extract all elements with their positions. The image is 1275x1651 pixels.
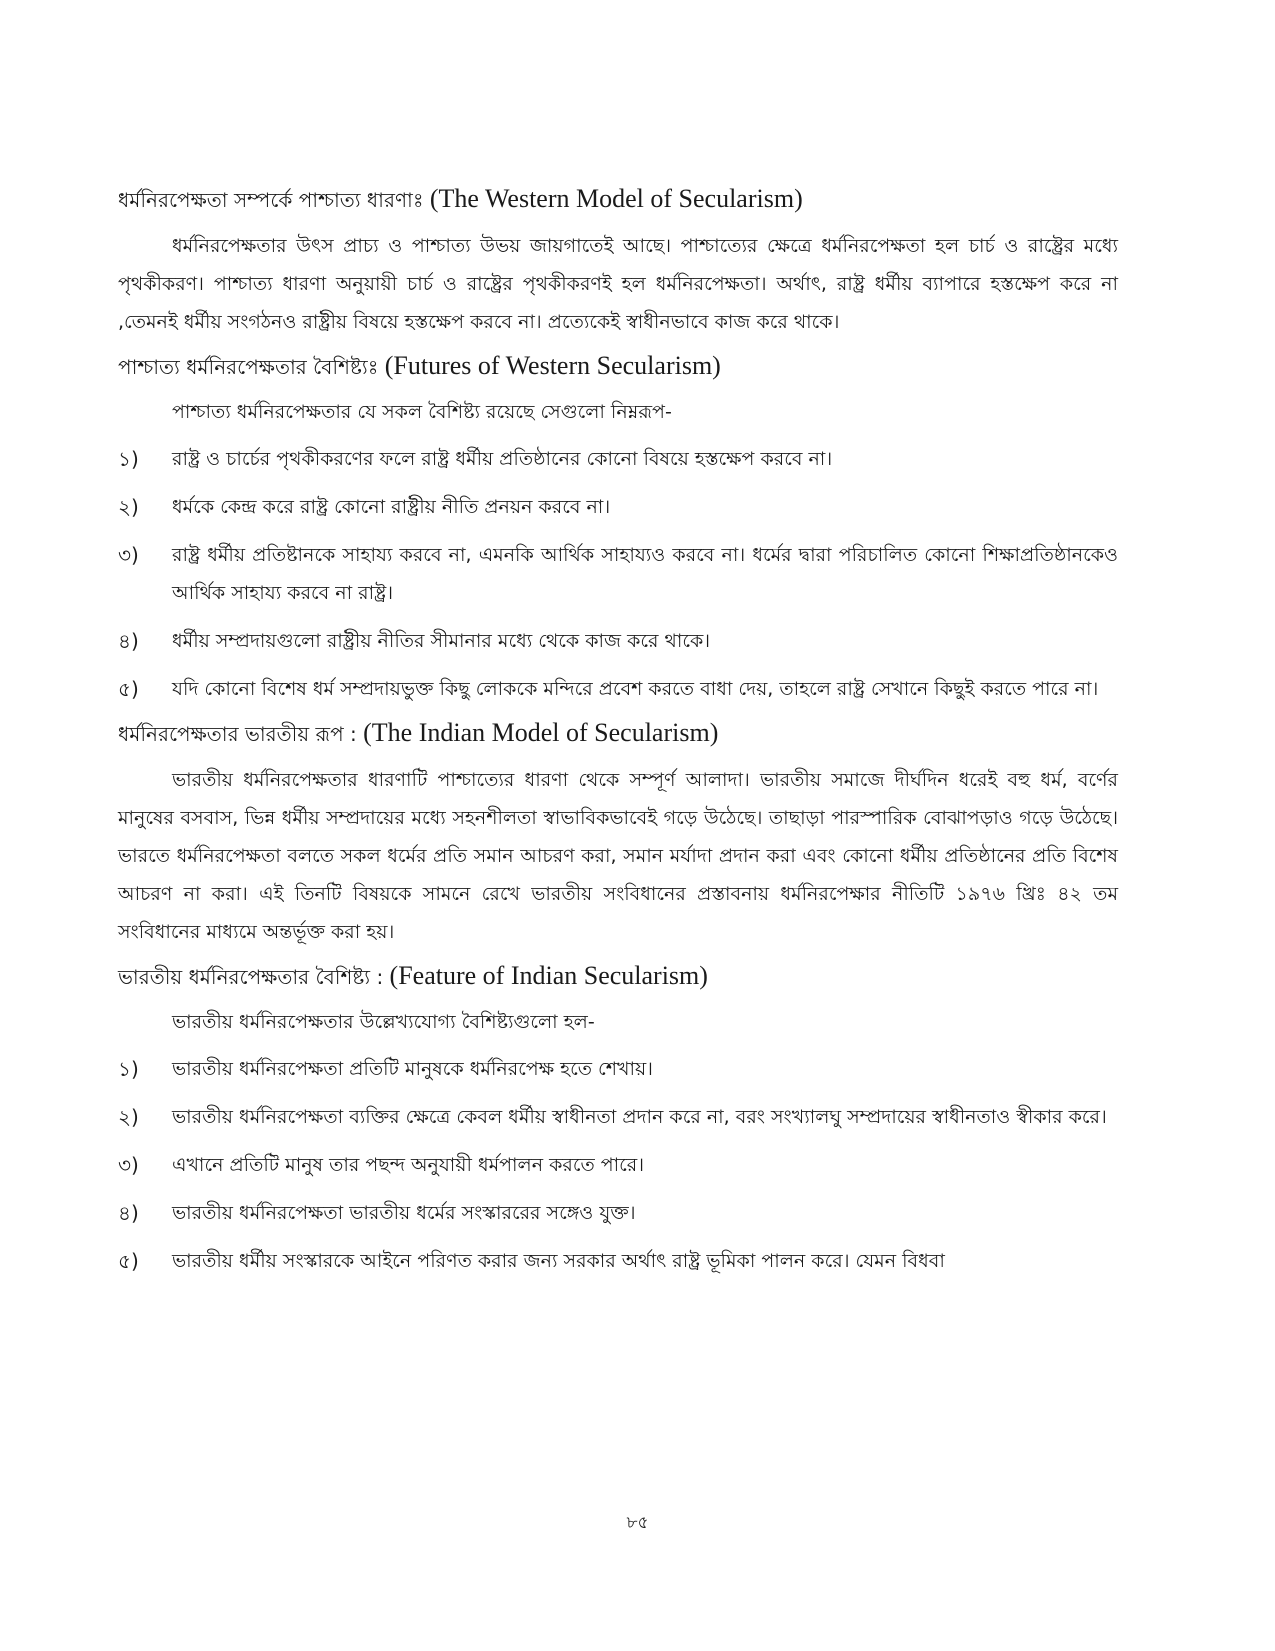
list-item-text: ধর্মকে কেন্দ্র করে রাষ্ট্র কোনো রাষ্ট্রীয় নীতি প্রনয়ন করবে না। bbox=[172, 496, 611, 518]
heading-bn: ধর্মনিরপেক্ষতা সম্পর্কে পাশ্চাত্য ধারণাঃ bbox=[118, 188, 424, 212]
list-item bbox=[118, 1050, 1118, 1088]
list-item bbox=[118, 1146, 1118, 1184]
list-item bbox=[118, 536, 1118, 612]
western-model-paragraph: ধর্মনিরপেক্ষতার উৎস প্রাচ্য ও পাশ্চাত্য উভয় জায়গাতেই আছে। পাশ্চাত্যের ক্ষেত্রে ধর্মনিরপেক্ষতা হল চার্চ ও রাষ্ট্রের মধ্যে পৃথকীকরণ। পাশ্চাত্য ধারণা অনুয়ায়ী চার্চ ও রাষ্ট্রের পৃথকীকরণই হল ধর্মনিরপেক্ষতা। অর্থাৎ, রাষ্ট্র ধর্মীয় ব্যাপারে হস্তক্ষেপ করে না ,তেমনই ধর্মীয় সংগঠনও রাষ্ট্রীয় বিষয়ে হস্তক্ষেপ করবে না। প্রত্যেকেই স্বাধীনভাবে কাজ করে থাকে। bbox=[118, 235, 1118, 333]
heading-bn: ধর্মনিরপেক্ষতার ভারতীয় রূপ : bbox=[118, 722, 357, 746]
section-heading-western-model bbox=[118, 184, 1118, 215]
list-item-text: যদি কোনো বিশেষ ধর্ম সম্প্রদায়ভুক্ত কিছু লোককে মন্দিরে প্রবেশ করতে বাধা দেয়, তাহলে রাষ্ট্র সেখানে কিছুই করতে পারে না। bbox=[172, 678, 1099, 700]
list-item-text: রাষ্ট্র ও চার্চের পৃথকীকরণের ফলে রাষ্ট্র ধর্মীয় প্রতিষ্ঠানের কোনো বিষয়ে হস্তক্ষেপ করবে না। bbox=[172, 448, 833, 470]
document-page bbox=[118, 184, 1118, 1290]
heading-en: (The Indian Model of Secularism) bbox=[363, 718, 719, 747]
list-item-number: ৫) bbox=[118, 677, 139, 701]
section-heading-indian-model bbox=[118, 718, 1118, 749]
list-item-text: ভারতীয় ধর্মনিরপেক্ষতা ভারতীয় ধর্মের সংস্কাররের সঙ্গেও যুক্ত। bbox=[172, 1202, 636, 1224]
list-item-text: এখানে প্রতিটি মানুষ তার পছন্দ অনুযায়ী ধর্মপালন করতে পারে। bbox=[172, 1154, 645, 1176]
list-item bbox=[118, 670, 1118, 708]
list-item bbox=[118, 440, 1118, 478]
list-item bbox=[118, 1242, 1118, 1280]
heading-en: (Futures of Western Secularism) bbox=[384, 351, 721, 380]
list-item-number: ৫) bbox=[118, 1249, 139, 1273]
list-item-text: ভারতীয় ধর্মনিরপেক্ষতা ব্যক্তির ক্ষেত্রে কেবল ধর্মীয় স্বাধীনতা প্রদান করে না, বরং সংখ্যালঘু সম্প্রদায়ের স্বাধীনতাও স্বীকার করে। bbox=[172, 1106, 1107, 1128]
section-heading-indian-features bbox=[118, 961, 1118, 992]
list-item bbox=[118, 1098, 1118, 1136]
western-features-intro: পাশ্চাত্য ধর্মনিরপেক্ষতার যে সকল বৈশিষ্ট্য রয়েছে সেগুলো নিম্নরূপ- bbox=[172, 401, 672, 423]
western-features-list bbox=[118, 440, 1118, 708]
list-item-text: ভারতীয় ধর্মীয় সংস্কারকে আইনে পরিণত করার জন্য সরকার অর্থাৎ রাষ্ট্র ভূমিকা পালন করে। যেমন বিধবা bbox=[172, 1250, 945, 1272]
page-number: ৮৫ bbox=[626, 1513, 649, 1533]
list-item-number: ৪) bbox=[118, 629, 139, 653]
list-item bbox=[118, 622, 1118, 660]
list-item-number: ২) bbox=[118, 1105, 139, 1129]
indian-model-paragraph: ভারতীয় ধর্মনিরপেক্ষতার ধারণাটি পাশ্চাত্যের ধারণা থেকে সম্পূর্ণ আলাদা। ভারতীয় সমাজে দীর্ঘদিন ধরেই বহু ধর্ম, বর্ণের মানুষের বসবাস, ভিন্ন ধর্মীয় সম্প্রদায়ের মধ্যে সহনশীলতা স্বাভাবিকভাবেই গড়ে উঠেছে। তাছাড়া পারস্পারিক বোঝাপড়াও গড়ে উঠেছে। ভারতে ধর্মনিরপেক্ষতা বলতে সকল ধর্মের প্রতি সমান আচরণ করা, সমান মর্যাদা প্রদান করা এবং কোনো ধর্মীয় প্রতিষ্ঠানের প্রতি বিশেষ আচরণ না করা। এই তিনটি বিষয়কে সামনে রেখে ভারতীয় সংবিধানের প্রস্তাবনায় ধর্মনিরপেক্ষার নীতিটি ১৯৭৬ খ্রিঃ ৪২ তম সংবিধানের মাধ্যমে অন্তর্ভূক্ত করা হয়। bbox=[118, 769, 1119, 943]
list-item bbox=[118, 1194, 1118, 1232]
list-item bbox=[118, 488, 1118, 526]
indian-features-intro: ভারতীয় ধর্মনিরপেক্ষতার উল্লেখ্যযোগ্য বৈশিষ্ট্যগুলো হল- bbox=[172, 1011, 595, 1033]
list-item-text: রাষ্ট্র ধর্মীয় প্রতিষ্টানকে সাহায্য করবে না, এমনকি আর্থিক সাহায্যও করবে না। ধর্মের দ্বারা পরিচালিত কোনো শিক্ষাপ্রতিষ্ঠানকেও আর্থিক সাহায্য করবে না রাষ্ট্র। bbox=[172, 544, 1118, 604]
heading-bn: ভারতীয় ধর্মনিরপেক্ষতার বৈশিষ্ট্য : bbox=[118, 965, 384, 989]
list-item-number: ৪) bbox=[118, 1201, 139, 1225]
list-item-number: ১) bbox=[118, 1057, 139, 1081]
heading-en: (The Western Model of Secularism) bbox=[429, 184, 803, 213]
list-item-number: ২) bbox=[118, 495, 139, 519]
heading-bn: পাশ্চাত্য ধর্মনিরপেক্ষতার বৈশিষ্ট্যঃ bbox=[118, 355, 379, 379]
heading-en: (Feature of Indian Secularism) bbox=[389, 961, 708, 990]
list-item-text: ভারতীয় ধর্মনিরপেক্ষতা প্রতিটি মানুষকে ধর্মনিরপেক্ষ হতে শেখায়। bbox=[172, 1058, 653, 1080]
list-item-number: ৩) bbox=[118, 1153, 139, 1177]
section-heading-western-features bbox=[118, 351, 1118, 382]
list-item-text: ধর্মীয় সম্প্রদায়গুলো রাষ্ট্রীয় নীতির সীমানার মধ্যে থেকে কাজ করে থাকে। bbox=[172, 630, 711, 652]
list-item-number: ৩) bbox=[118, 543, 139, 567]
list-item-number: ১) bbox=[118, 447, 139, 471]
indian-features-list bbox=[118, 1050, 1118, 1280]
